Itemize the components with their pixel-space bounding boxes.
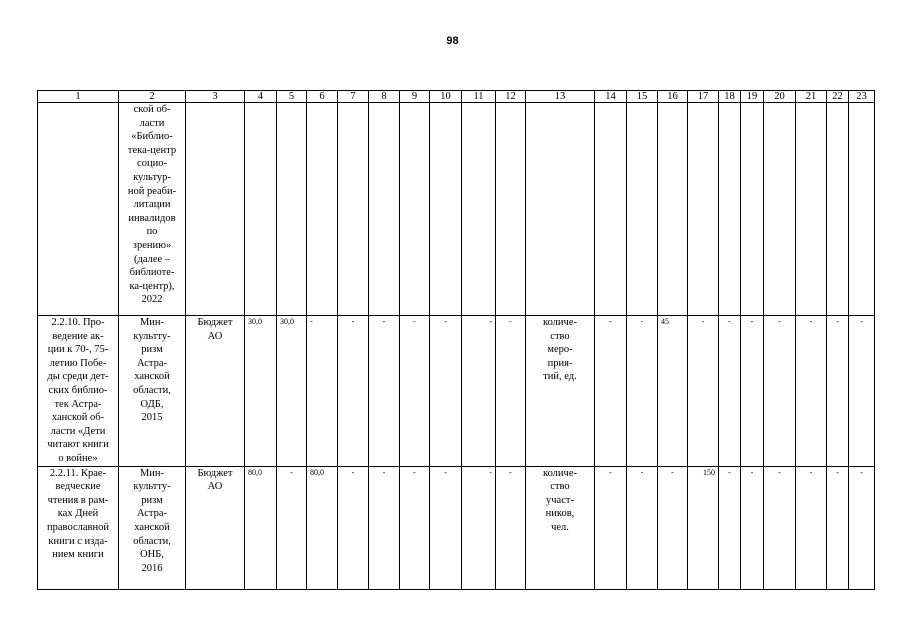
column-header: 11 [462,91,496,103]
cell-text-line: летию Побе- [49,357,107,369]
cell-text-line: ласти [139,117,165,129]
cell-text-line: ка-центр), [129,280,175,292]
value-cell: - [462,316,496,467]
value-cell: - [719,466,741,589]
column-number-row [38,91,875,103]
cell-text-line: тек Астра- [54,398,102,410]
column-header: 6 [307,91,338,103]
table-row [38,466,875,589]
funding-source-cell [186,466,245,589]
funding-source-cell [186,316,245,467]
value-cell: - [595,316,627,467]
cell-text-line: ках Дней [57,508,99,520]
value-cell: - [338,316,369,467]
cell-text-line: ханской об- [51,412,105,424]
cell-text-line: ризм [141,494,163,506]
cell-text-line: АО [207,481,223,493]
column-header: 16 [658,91,688,103]
value-cell: 80,0 [245,466,277,589]
cell-text-line: литации [133,199,171,211]
column-header: 15 [627,91,658,103]
value-cell: - [338,466,369,589]
value-cell: - [849,316,875,467]
cell-text-line: нием книги [52,549,104,561]
cell-text-line: культту- [133,330,171,342]
column-header: 5 [277,91,307,103]
column-header: 8 [369,91,400,103]
cell-text-line: православной [47,521,109,533]
cell-text-line: ды среди дет- [47,371,109,383]
value-cell: - [827,466,849,589]
value-cell [595,103,627,316]
value-cell: - [277,466,307,589]
column-header: 14 [595,91,627,103]
cell-text-line: ОНБ, [140,549,164,561]
column-header: 9 [400,91,430,103]
cell-text-line: ведение ак- [52,330,104,342]
value-cell: - [496,466,526,589]
measure-name-cell [38,466,119,589]
executor-cell [119,103,186,316]
value-cell [400,103,430,316]
value-cell [496,103,526,316]
value-cell [658,103,688,316]
column-header: 10 [430,91,462,103]
cell-text-line: по [146,226,158,238]
value-cell: - [688,316,719,467]
value-cell: - [796,466,827,589]
value-cell: - [430,466,462,589]
cell-text-line: 2022 [141,294,163,306]
value-cell: 45 [658,316,688,467]
column-header: 19 [741,91,764,103]
cell-text-line: о войне» [58,452,98,464]
cell-text-line: 2.2.11. Крае- [49,467,107,479]
cell-text-line: (далее – [133,253,171,265]
cell-text-line: ной реаби- [127,185,177,197]
value-cell: - [400,466,430,589]
column-header: 2 [119,91,186,103]
executor-cell [119,466,186,589]
cell-text-line: ласти «Дети [50,425,106,437]
cell-text-line: чел. [551,521,569,533]
value-cell [462,103,496,316]
column-header: 3 [186,91,245,103]
column-header: 20 [764,91,796,103]
value-cell: - [796,316,827,467]
column-header: 22 [827,91,849,103]
executor-cell [119,316,186,467]
indicator-cell [526,316,595,467]
cell-text-line: Астра- [136,357,168,369]
indicator-cell [526,466,595,589]
column-header: 4 [245,91,277,103]
cell-text-line: Бюджет [197,467,233,479]
cell-text-line: зрению» [132,239,172,251]
cell-text-line: ханской [134,371,170,383]
cell-text-line: ОДБ, [140,398,164,410]
indicator-cell [526,103,595,316]
funding-source-cell [186,103,245,316]
cell-text-line: «Библио- [131,131,173,143]
cell-text-line: ство [550,330,570,342]
value-cell: - [369,466,400,589]
value-cell: - [400,316,430,467]
cell-text-line: 2016 [141,562,163,574]
value-cell [764,103,796,316]
column-header: 23 [849,91,875,103]
cell-text-line: области, [133,535,171,547]
value-cell: - [627,466,658,589]
value-cell: 80,0 [307,466,338,589]
cell-text-line: АО [207,330,223,342]
table-row [38,103,875,316]
value-cell [688,103,719,316]
cell-text-line: читают книги [47,439,109,451]
value-cell: - [430,316,462,467]
cell-text-line: меро- [547,344,573,356]
column-header: 1 [38,91,119,103]
value-cell: - [764,466,796,589]
value-cell: - [496,316,526,467]
cell-text-line: инвалидов [128,212,176,224]
cell-text-line: ство [550,481,570,493]
column-header: 12 [496,91,526,103]
value-cell: - [741,466,764,589]
cell-text-line: Астра- [136,508,168,520]
column-header: 18 [719,91,741,103]
cell-text-line: тий, ед. [543,371,577,383]
cell-text-line: ханской [134,521,170,533]
cell-text-line: ских библио- [48,384,108,396]
value-cell: 150 [688,466,719,589]
cell-text-line: участ- [546,494,574,506]
value-cell: 30,0 [245,316,277,467]
value-cell: 30,0 [277,316,307,467]
cell-text-line: культур- [133,171,171,183]
value-cell: - [849,466,875,589]
value-cell [627,103,658,316]
cell-text-line: 2.2.10. Про- [51,317,105,328]
cell-text-line: области, [133,384,171,396]
value-cell: - [369,316,400,467]
value-cell [741,103,764,316]
cell-text-line: тека-центр [127,144,177,156]
cell-text-line: ризм [141,344,163,356]
cell-text-line: ведческие [55,481,101,493]
cell-text-line: Мин- [139,467,165,479]
value-cell [307,103,338,316]
cell-text-line: Бюджет [197,317,233,328]
value-cell [245,103,277,316]
cell-text-line: ников, [545,508,575,520]
value-cell: - [658,466,688,589]
column-header: 17 [688,91,719,103]
value-cell [827,103,849,316]
value-cell: - [307,316,338,467]
value-cell [277,103,307,316]
cell-text-line: чтения в рам- [47,494,109,506]
cell-text-line: социо- [137,158,167,170]
cell-text-line: культту- [133,481,171,493]
cell-text-line: Мин- [139,317,165,328]
value-cell [849,103,875,316]
value-cell [338,103,369,316]
column-header: 7 [338,91,369,103]
cell-text-line: 2015 [141,412,163,424]
value-cell: - [764,316,796,467]
cell-text-line: прия- [547,357,573,369]
value-cell [369,103,400,316]
value-cell [430,103,462,316]
value-cell: - [827,316,849,467]
value-cell: - [741,316,764,467]
table-row [38,316,875,467]
column-header: 13 [526,91,595,103]
cell-text-line: библиоте- [129,267,175,279]
cell-text-line: книги с изда- [48,535,108,547]
cell-text-line: ской об- [133,104,171,115]
cell-text-line: ции к 70-, 75- [47,344,109,356]
value-cell [796,103,827,316]
value-cell: - [627,316,658,467]
cell-text-line: количе- [543,467,577,479]
value-cell: - [595,466,627,589]
cell-text-line: количе- [543,317,577,328]
value-cell: - [719,316,741,467]
data-table [37,90,875,590]
measure-name-cell [38,103,119,316]
column-header: 21 [796,91,827,103]
value-cell: - [462,466,496,589]
page-number: 98 [446,35,459,47]
value-cell [719,103,741,316]
measure-name-cell [38,316,119,467]
